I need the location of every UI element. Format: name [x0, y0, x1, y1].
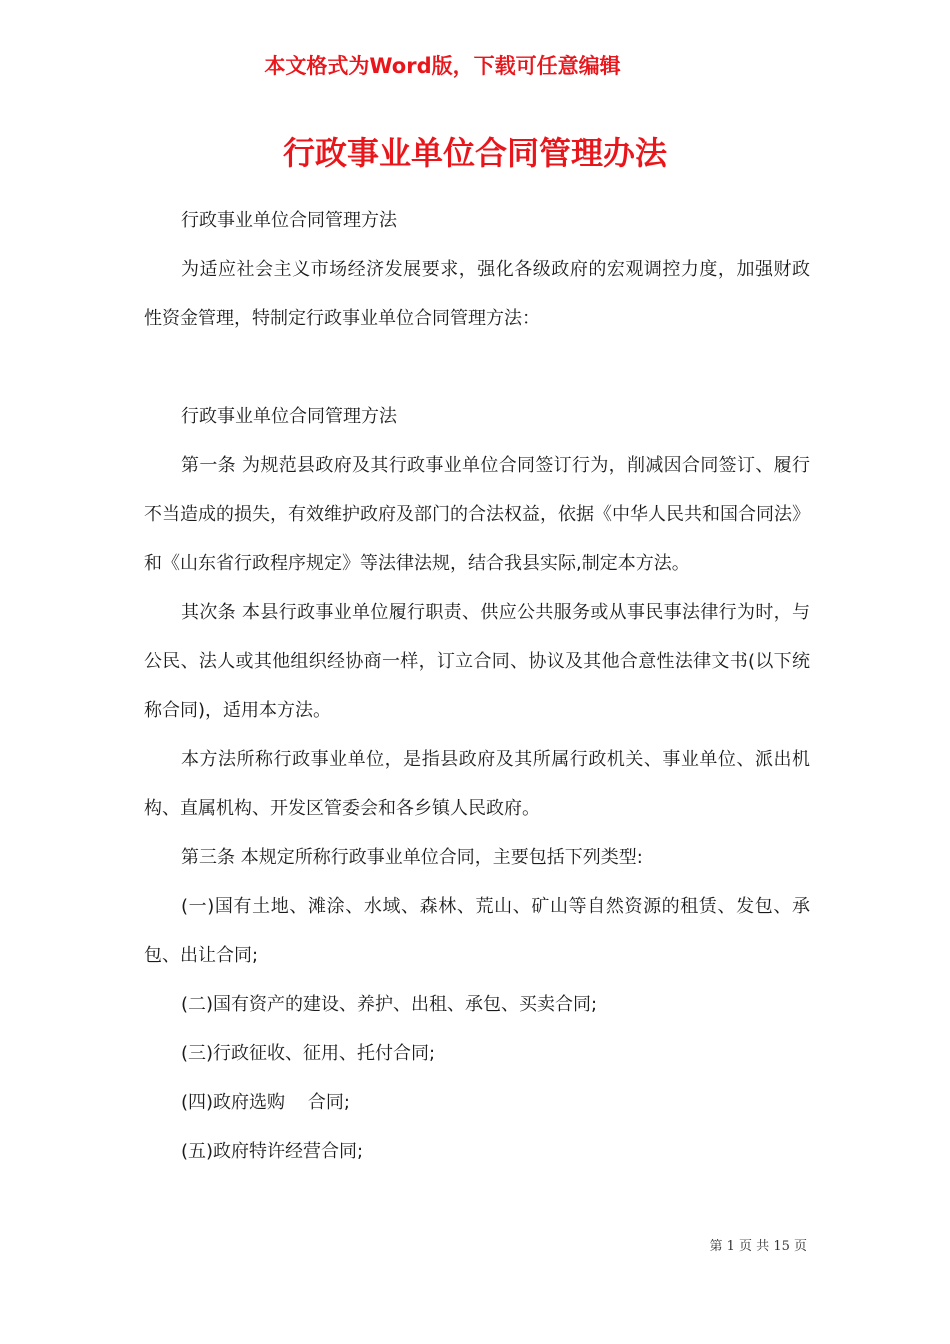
paragraph: 行政事业单位合同管理方法 — [181, 406, 397, 427]
paragraph: (五)政府特许经营合同; — [181, 1141, 364, 1162]
paragraph: 其次条 本县行政事业单位履行职责、供应公共服务或从事民事法律行为时，与公民、法人或其他组织经协商一样，订立合同、协议及其他合意性法律文书(以下统称合同)，适用本方法。 — [144, 602, 810, 721]
paragraph: (三)行政征收、征用、托付合同; — [181, 1043, 436, 1064]
blank-paragraph — [144, 343, 810, 392]
paragraph: 为适应社会主义市场经济发展要求，强化各级政府的宏观调控力度，加强财政性资金管理，特制定行政事业单位合同管理方法： — [144, 259, 810, 329]
page-number: 第 1 页 共 15 页 — [709, 1239, 807, 1254]
paragraph: 第一条 为规范县政府及其行政事业单位合同签订行为，削减因合同签订、履行不当造成的损失，有效维护政府及部门的合法权益，依据《中华人民共和国合同法》和《山东省行政程序规定》等法律法规，结合我县实际,制定本方法。 — [144, 455, 810, 574]
paragraph: 本方法所称行政事业单位，是指县政府及其所属行政机关、事业单位、派出机构、直属机构、开发区管委会和各乡镇人民政府。 — [144, 749, 810, 819]
download-banner: 本文格式为Word版，下载可任意编辑 — [264, 54, 621, 78]
paragraph: 行政事业单位合同管理方法 — [181, 210, 397, 231]
paragraph: (一)国有土地、滩涂、水域、森林、荒山、矿山等自然资源的租赁、发包、承包、出让合同; — [144, 896, 810, 966]
paragraph: 第三条 本规定所称行政事业单位合同，主要包括下列类型: — [181, 847, 643, 868]
document-title: 行政事业单位合同管理办法 — [282, 134, 667, 172]
page-footer — [710, 1235, 807, 1254]
paragraph: (四)政府选购 合同; — [181, 1092, 350, 1113]
paragraph: (二)国有资产的建设、养护、出租、承包、买卖合同; — [181, 994, 598, 1015]
document-body — [144, 196, 810, 1176]
